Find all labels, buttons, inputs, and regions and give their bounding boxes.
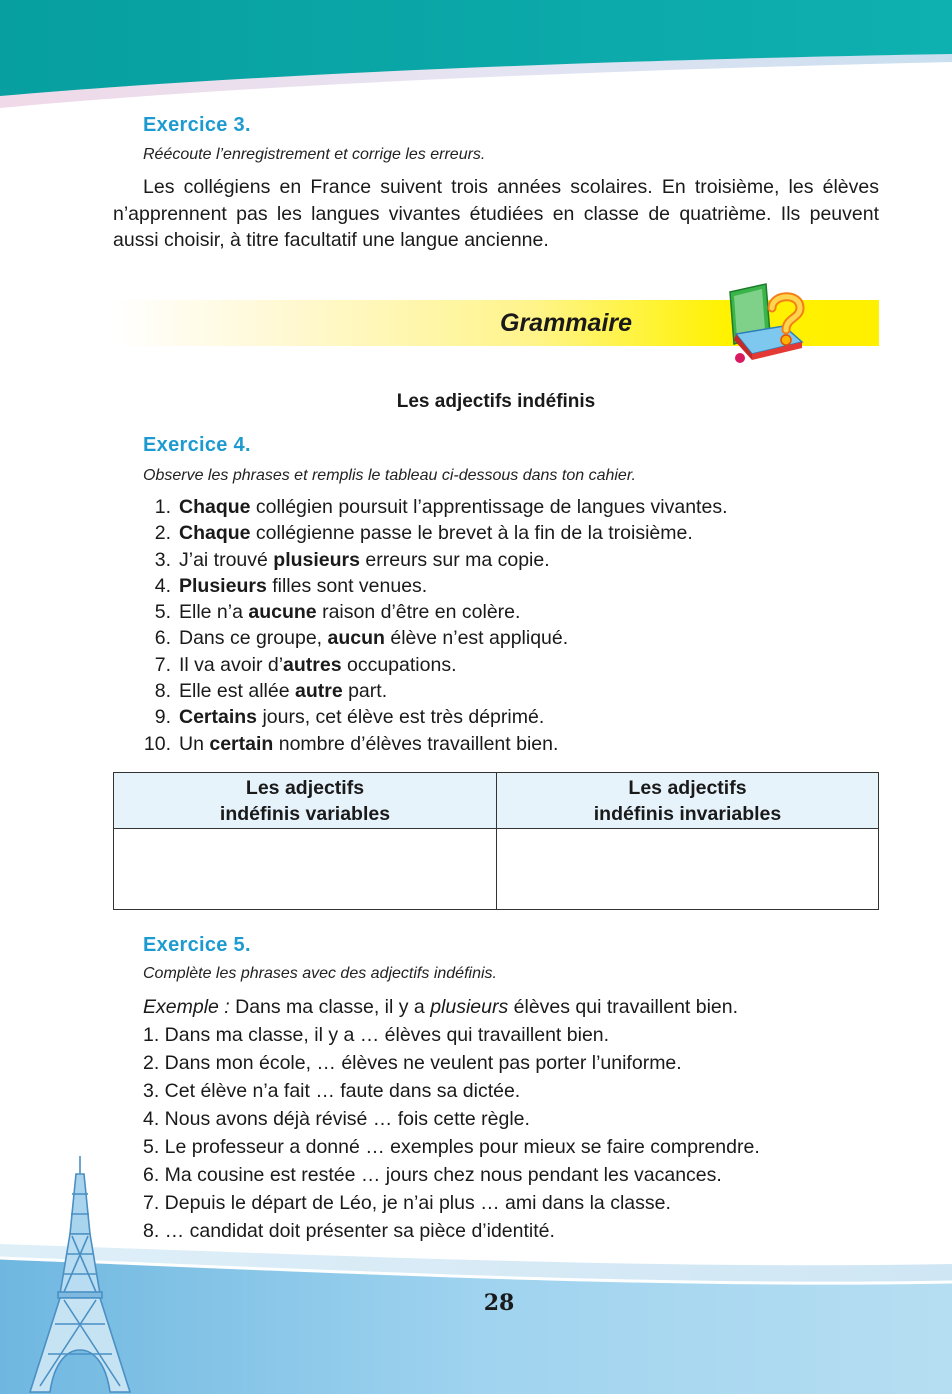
item-number: 6. <box>154 627 171 650</box>
list-item: 3. Cet élève n’a fait … faute dans sa dictée. <box>143 1080 521 1102</box>
adjectives-table <box>113 772 879 910</box>
table-header-line: indéfinis invariables <box>593 803 782 825</box>
header-band <box>0 0 952 110</box>
sentence-bold-word: autres <box>283 653 342 676</box>
section-title: Les adjectifs indéfinis <box>396 391 596 412</box>
sentence-text: jours, cet élève est très déprimé. <box>257 706 545 729</box>
list-item <box>143 678 728 704</box>
list-item <box>143 573 728 599</box>
exercise-3-paragraph: Les collégiens en France suivent trois années scolaires. En troisième, les élèves n’apprennent pas les langues vivantes étudiées en classe de quatrième. Ils peuvent aussi choisir, à titre facultatif une langue ancienne. <box>113 176 879 251</box>
table-header-line: Les adjectifs <box>245 777 365 799</box>
sentence-text: Elle est allée <box>179 680 295 703</box>
sentence-text: filles sont venues. <box>266 574 428 597</box>
table-header-line: indéfinis variables <box>219 803 391 825</box>
exercise-5-title: Exercice 5. <box>143 934 251 956</box>
sentence-bold-word: plusieurs <box>273 548 360 571</box>
list-item <box>143 652 728 678</box>
list-item <box>143 625 728 651</box>
list-item <box>143 547 728 573</box>
exercise-4-title: Exercice 4. <box>143 434 251 456</box>
table-header-invariables <box>497 773 878 829</box>
list-item: 6. Ma cousine est restée … jours chez nous pendant les vacances. <box>143 1164 722 1186</box>
list-item: 4. Nous avons déjà révisé … fois cette règle. <box>143 1108 530 1130</box>
sentence-bold-word: autre <box>294 680 343 703</box>
list-item: 7. Depuis le départ de Léo, je n’ai plus … ami dans la classe. <box>143 1192 671 1214</box>
page-number: 28 <box>483 1290 515 1316</box>
item-number: 7. <box>154 653 171 676</box>
item-number: 8. <box>154 680 171 703</box>
list-item <box>143 520 728 546</box>
example-line <box>143 993 760 1021</box>
list-item <box>143 731 728 757</box>
sentence-bold-word: aucune <box>248 601 317 624</box>
sentence-text: J’ai trouvé <box>179 548 274 571</box>
table-header-variables <box>114 773 497 829</box>
sentence-bold-word: aucun <box>327 627 385 650</box>
exercise-3-instruction: Réécoute l’enregistrement et corrige les erreurs. <box>143 146 486 163</box>
eiffel-tower-icon <box>10 1154 150 1394</box>
exercise-5-list <box>143 993 760 1245</box>
sentence-text: erreurs sur ma copie. <box>360 548 550 571</box>
sentence-bold-word: Certains <box>179 706 258 729</box>
sentence-bold-word: certain <box>209 732 274 755</box>
sentence-text: Dans ce groupe, <box>179 627 328 650</box>
list-item: 2. Dans mon école, … élèves ne veulent pas porter l’uniforme. <box>143 1052 682 1074</box>
book-question-icon <box>722 278 812 370</box>
exercise-5-instruction: Complète les phrases avec des adjectifs indéfinis. <box>143 965 497 982</box>
sentence-text: élève n’est appliqué. <box>384 627 569 650</box>
list-item <box>143 599 728 625</box>
sentence-text: part. <box>342 680 388 703</box>
sentence-text: collégienne passe le brevet à la fin de la troisième. <box>250 522 693 545</box>
table-column-divider <box>496 829 497 909</box>
sentence-text: Elle n’a <box>179 601 249 624</box>
list-item: 5. Le professeur a donné … exemples pour mieux se faire comprendre. <box>143 1136 760 1158</box>
list-item: 8. … candidat doit présenter sa pièce d’identité. <box>143 1220 555 1242</box>
example-label: Exemple : <box>143 996 230 1018</box>
item-number: 1. <box>154 496 171 518</box>
item-number: 10. <box>143 732 171 755</box>
item-number: 9. <box>154 706 171 729</box>
sentence-text: nombre d’élèves travaillent bien. <box>273 732 559 755</box>
list-item: 1. Dans ma classe, il y a … élèves qui travaillent bien. <box>143 1024 610 1046</box>
sentence-bold-word: Plusieurs <box>179 574 267 597</box>
item-number: 2. <box>154 522 171 545</box>
exercise-4-instruction: Observe les phrases et remplis le tableau ci-dessous dans ton cahier. <box>143 467 636 484</box>
list-item <box>143 704 728 730</box>
sentence-text: collégien poursuit l’apprentissage de langues vivantes. <box>250 496 728 518</box>
example-text: Dans ma classe, il y a <box>229 996 431 1018</box>
sentence-bold-word: Chaque <box>179 522 251 545</box>
table-header-line: Les adjectifs <box>628 777 747 799</box>
list-item <box>143 494 728 520</box>
sentence-text: occupations. <box>341 653 457 676</box>
example-text: élèves qui travaillent bien. <box>508 996 739 1018</box>
exercise-3-title: Exercice 3. <box>143 114 251 136</box>
sentence-text: Un <box>179 732 210 755</box>
sentence-bold-word: Chaque <box>179 496 251 518</box>
sentence-text: raison d’être en colère. <box>316 601 521 624</box>
exercise-4-sentence-list <box>143 494 728 757</box>
grammar-banner-title: Grammaire <box>500 309 633 337</box>
example-italic-word: plusieurs <box>430 996 509 1018</box>
item-number: 5. <box>154 601 171 624</box>
sentence-text: Il va avoir d’ <box>179 653 284 676</box>
item-number: 3. <box>154 548 171 571</box>
item-number: 4. <box>154 574 171 597</box>
